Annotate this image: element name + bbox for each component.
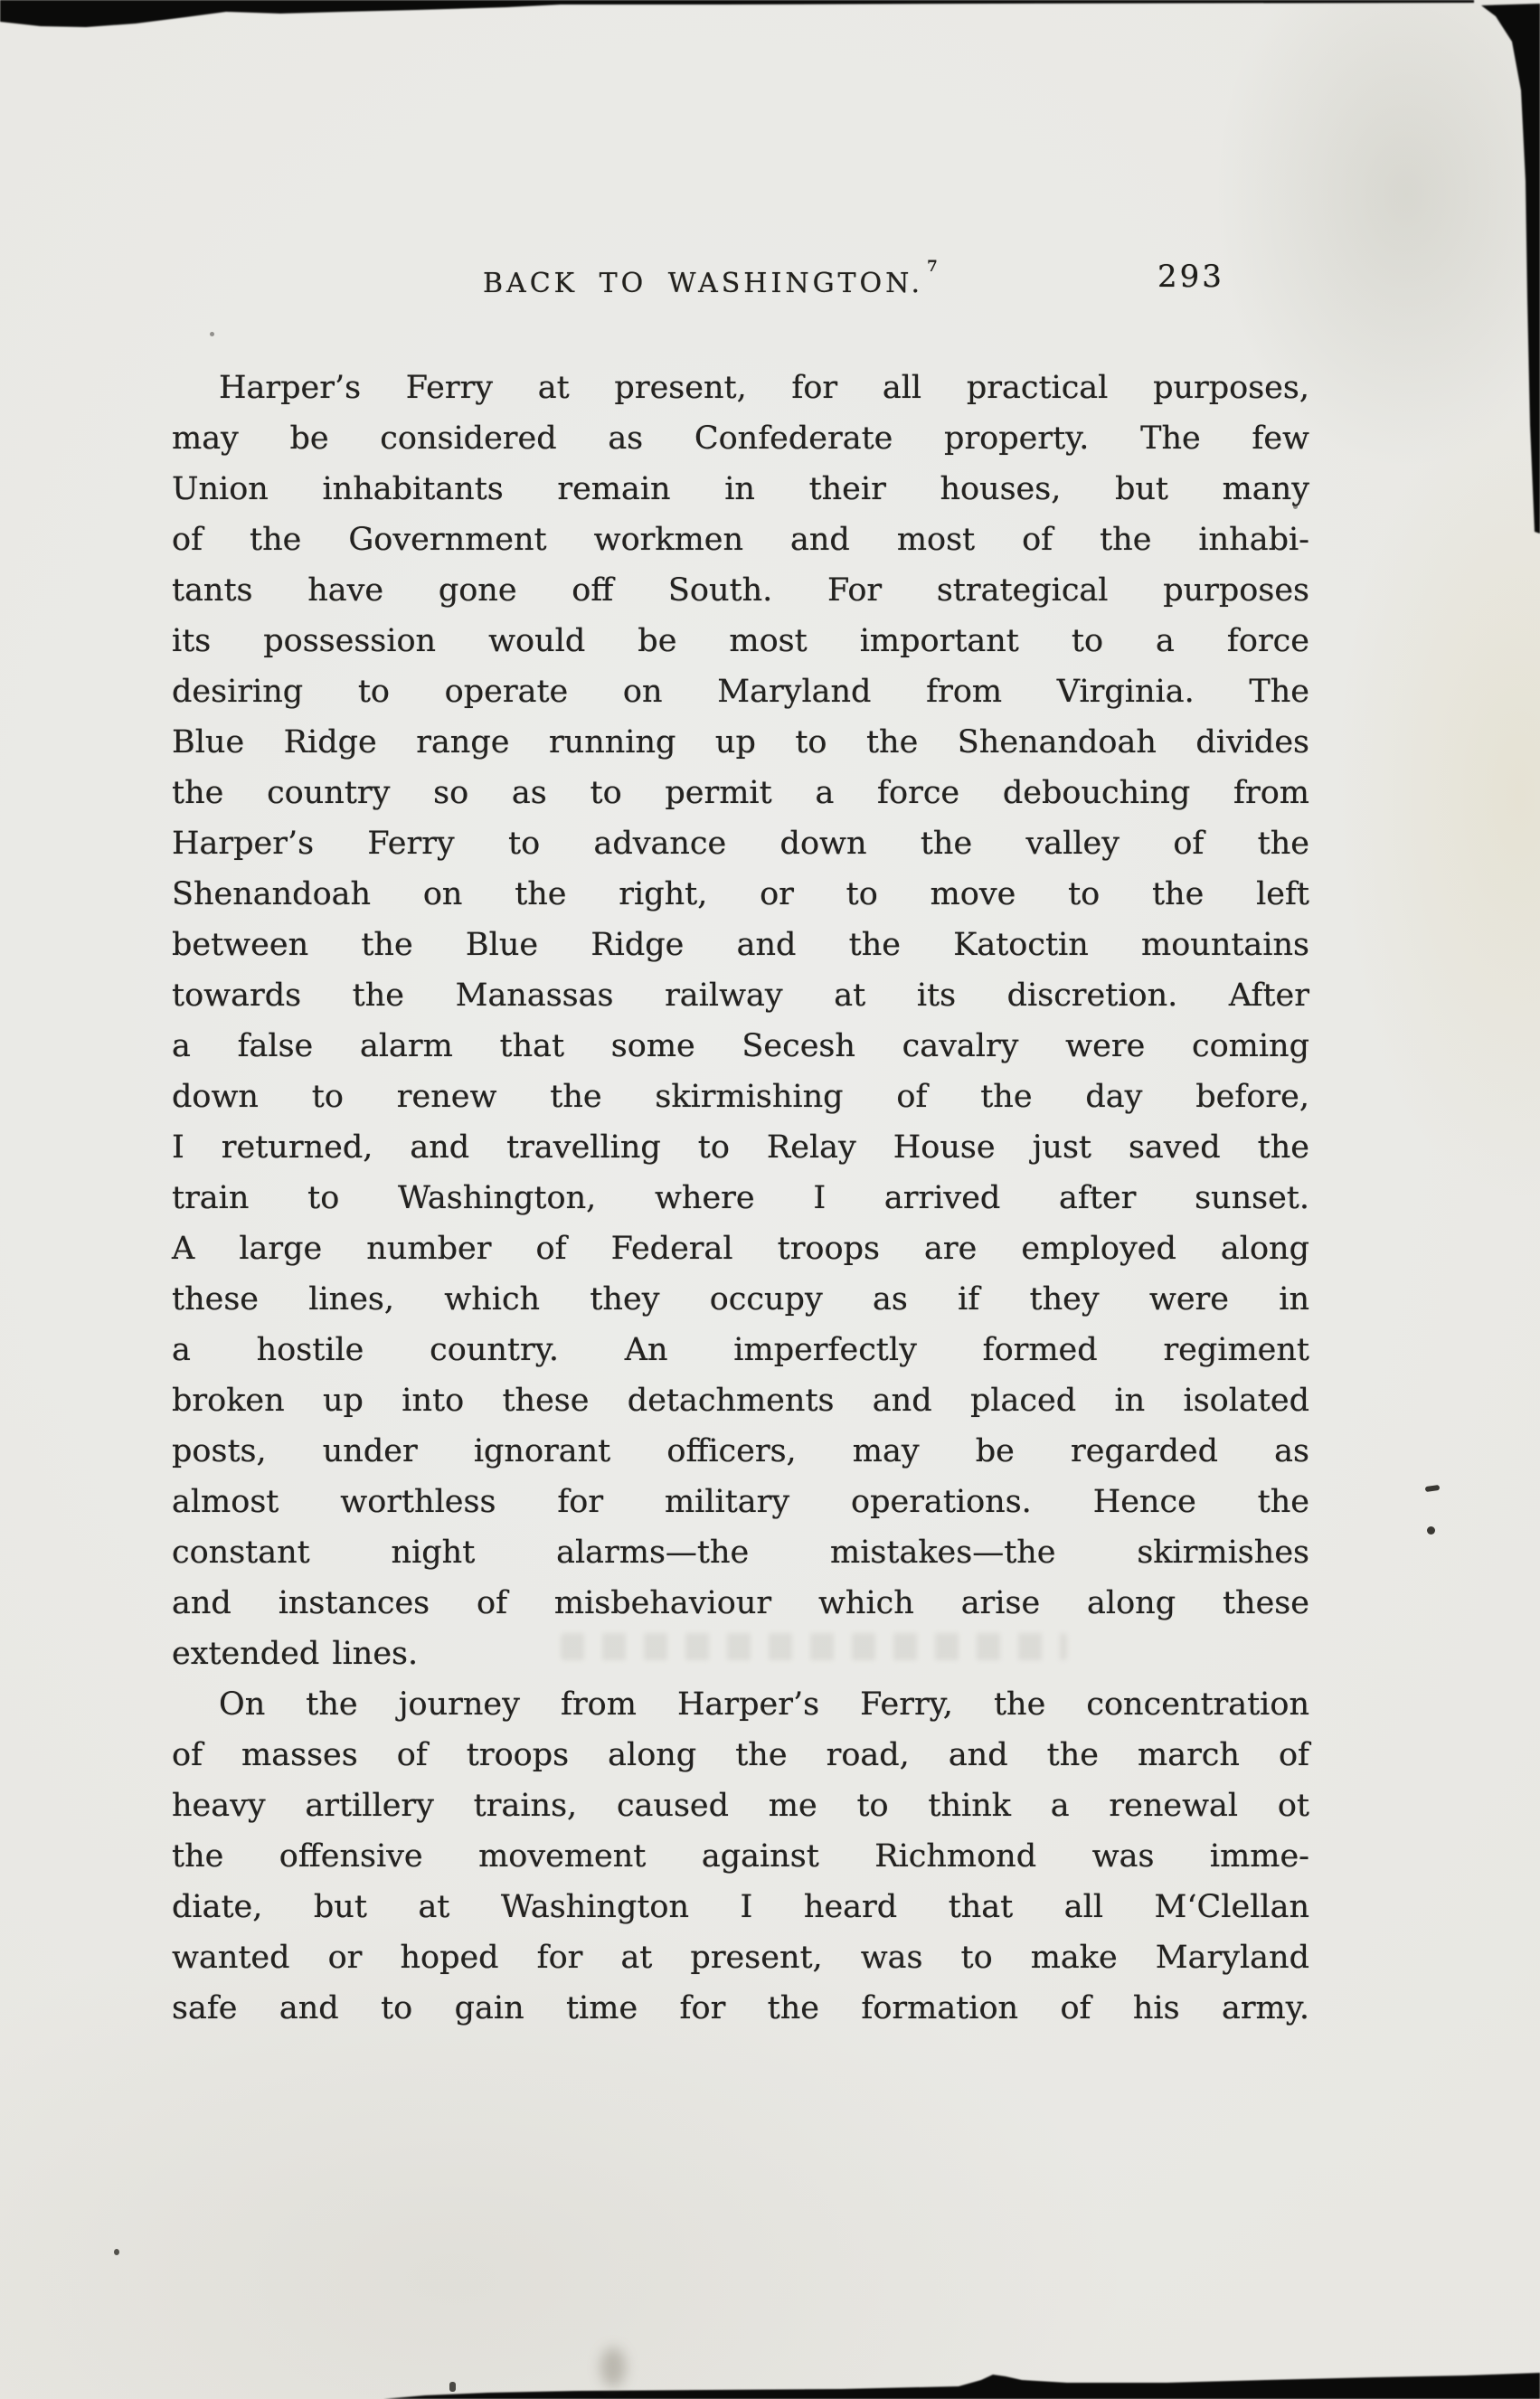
text-line: heavy artillery trains, caused me to think a renewal ot	[172, 1788, 1309, 1824]
text-line: extended lines.	[172, 1636, 419, 1672]
text-line: A large number of Federal troops are employed along	[172, 1231, 1309, 1267]
text-line: the offensive movement against Richmond was imme-	[172, 1838, 1309, 1875]
chapter-title	[483, 258, 938, 299]
footnote-mark: 7	[927, 258, 938, 276]
text-line: posts, under ignorant officers, may be regarded as	[172, 1433, 1309, 1469]
paper-speck	[449, 2382, 456, 2392]
text-line: Union inhabitants remain in their houses, but many	[172, 471, 1309, 507]
paragraph	[172, 363, 1309, 1679]
paper-speck	[1427, 1526, 1435, 1535]
page-body	[172, 363, 1309, 2034]
text-line: constant night alarms—the mistakes—the skirmishes	[172, 1535, 1309, 1571]
text-line: towards the Manassas railway at its discretion. After	[172, 978, 1309, 1014]
text-line: and instances of misbehaviour which arise along these	[172, 1585, 1309, 1621]
paper-speck	[114, 2249, 119, 2255]
text-line: On the journey from Harper’s Ferry, the concentration	[219, 1686, 1309, 1723]
text-line: desiring to operate on Maryland from Virginia. The	[172, 674, 1309, 710]
text-line: train to Washington, where I arrived after sunset.	[172, 1180, 1309, 1216]
paragraph	[172, 1679, 1309, 2034]
text-line: its possession would be most important to a force	[172, 623, 1309, 659]
text-line: broken up into these detachments and placed in isolated	[172, 1383, 1309, 1419]
page-number: 293	[1157, 259, 1224, 295]
chapter-title-text: BACK TO WASHINGTON.	[483, 268, 924, 299]
text-line: these lines, which they occupy as if they were in	[172, 1281, 1309, 1318]
paper-smudge	[600, 2347, 626, 2387]
text-line: Shenandoah on the right, or to move to the left	[172, 876, 1309, 912]
text-line: of masses of troops along the road, and the march of	[172, 1737, 1309, 1773]
text-line: Blue Ridge range running up to the Shenandoah divides	[172, 724, 1309, 760]
text-line: the country so as to permit a force debouching from	[172, 775, 1309, 811]
text-line: between the Blue Ridge and the Katoctin mountains	[172, 927, 1309, 963]
text-line: almost worthless for military operations. Hence the	[172, 1484, 1309, 1520]
paper-speck	[210, 332, 214, 336]
text-line: down to renew the skirmishing of the day before,	[172, 1079, 1309, 1115]
text-line: a false alarm that some Secesh cavalry were coming	[172, 1028, 1309, 1064]
text-line: diate, but at Washington I heard that all M‘Clellan	[172, 1889, 1309, 1925]
text-line: may be considered as Confederate property. The few	[172, 420, 1309, 457]
text-line: a hostile country. An imperfectly formed regiment	[172, 1332, 1309, 1368]
text-line: Harper’s Ferry to advance down the valley of the	[172, 826, 1309, 862]
text-line: of the Government workmen and most of the inhabi-	[172, 522, 1309, 558]
text-line: wanted or hoped for at present, was to make Maryland	[172, 1940, 1309, 1976]
running-header	[172, 258, 1309, 307]
text-line: tants have gone off South. For strategical purposes	[172, 572, 1309, 609]
text-line: I returned, and travelling to Relay House just saved the	[172, 1129, 1309, 1166]
text-line: Harper’s Ferry at present, for all practical purposes,	[219, 370, 1309, 406]
text-line: safe and to gain time for the formation of his army.	[172, 1990, 1309, 2026]
